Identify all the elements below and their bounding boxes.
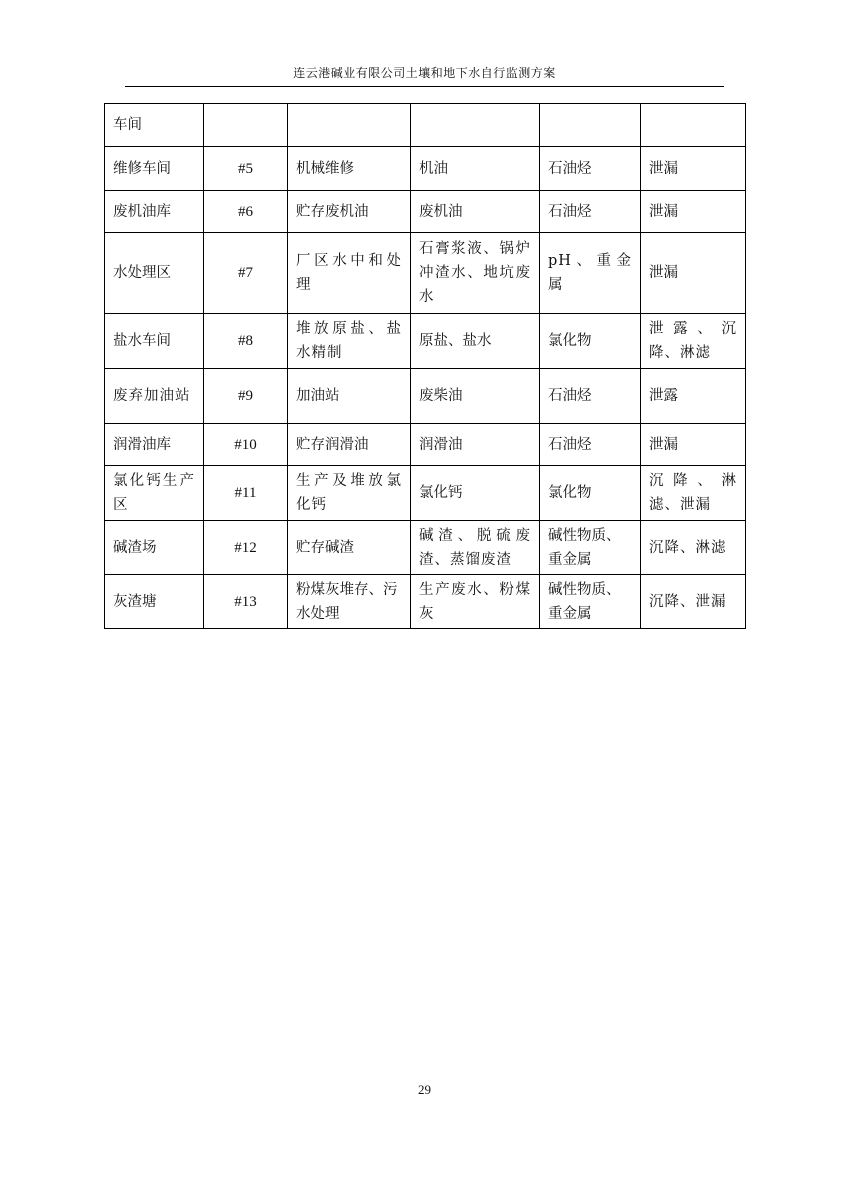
pathway-cell: 泄漏 (641, 191, 746, 233)
pollutant-cell: 石油烃 (540, 147, 641, 191)
area-cell: 碱渣场 (105, 521, 204, 575)
area-cell: 维修车间 (105, 147, 204, 191)
activity-cell (288, 104, 411, 147)
pathway-cell: 泄漏 (641, 233, 746, 314)
code-cell: #12 (204, 521, 288, 575)
material-cell: 润滑油 (411, 424, 540, 466)
pathway-cell: 沉降、淋滤、泄漏 (641, 466, 746, 521)
material-cell: 氯化钙 (411, 466, 540, 521)
area-cell: 废弃加油站 (105, 369, 204, 424)
pathway-cell (641, 104, 746, 147)
page-header: 连云港碱业有限公司土壤和地下水自行监测方案 (293, 66, 556, 80)
activity-cell: 机械维修 (288, 147, 411, 191)
pollutant-cell: pH、重金属 (540, 233, 641, 314)
code-cell: #13 (204, 575, 288, 629)
area-cell: 氯化钙生产区 (105, 466, 204, 521)
activity-cell: 堆放原盐、盐水精制 (288, 314, 411, 369)
pollutant-cell: 石油烃 (540, 369, 641, 424)
monitoring-table (104, 103, 746, 629)
table-row (105, 466, 746, 521)
table-row (105, 424, 746, 466)
table-row (105, 521, 746, 575)
material-cell: 废柴油 (411, 369, 540, 424)
material-cell: 原盐、盐水 (411, 314, 540, 369)
activity-cell: 粉煤灰堆存、污水处理 (288, 575, 411, 629)
pollutant-cell: 碱性物质、重金属 (540, 521, 641, 575)
table-row (105, 314, 746, 369)
material-cell: 废机油 (411, 191, 540, 233)
table-row (105, 104, 746, 147)
material-cell: 机油 (411, 147, 540, 191)
pollutant-cell: 石油烃 (540, 424, 641, 466)
table-row (105, 191, 746, 233)
pathway-cell: 沉降、泄漏 (641, 575, 746, 629)
activity-cell: 加油站 (288, 369, 411, 424)
code-cell: #5 (204, 147, 288, 191)
code-cell: #11 (204, 466, 288, 521)
pathway-cell: 泄露、沉降、淋滤 (641, 314, 746, 369)
area-cell: 废机油库 (105, 191, 204, 233)
material-cell: 碱渣、脱硫废渣、蒸馏废渣 (411, 521, 540, 575)
header-divider (125, 86, 724, 87)
pathway-cell: 泄漏 (641, 147, 746, 191)
code-cell: #7 (204, 233, 288, 314)
code-cell: #10 (204, 424, 288, 466)
code-cell: #8 (204, 314, 288, 369)
table-row (105, 147, 746, 191)
pollutant-cell: 石油烃 (540, 191, 641, 233)
code-cell (204, 104, 288, 147)
material-cell: 生产废水、粉煤灰 (411, 575, 540, 629)
pollutant-cell: 氯化物 (540, 466, 641, 521)
pathway-cell: 泄漏 (641, 424, 746, 466)
code-cell: #9 (204, 369, 288, 424)
table-row (105, 233, 746, 314)
activity-cell: 贮存碱渣 (288, 521, 411, 575)
activity-cell: 厂区水中和处理 (288, 233, 411, 314)
area-cell: 润滑油库 (105, 424, 204, 466)
area-cell: 盐水车间 (105, 314, 204, 369)
activity-cell: 生产及堆放氯化钙 (288, 466, 411, 521)
activity-cell: 贮存废机油 (288, 191, 411, 233)
table-row (105, 575, 746, 629)
pollutant-cell: 碱性物质、重金属 (540, 575, 641, 629)
pollutant-cell: 氯化物 (540, 314, 641, 369)
material-cell (411, 104, 540, 147)
table-row (105, 369, 746, 424)
pathway-cell: 泄露 (641, 369, 746, 424)
activity-cell: 贮存润滑油 (288, 424, 411, 466)
material-cell: 石膏浆液、锅炉冲渣水、地坑废水 (411, 233, 540, 314)
pathway-cell: 沉降、淋滤 (641, 521, 746, 575)
code-cell: #6 (204, 191, 288, 233)
area-cell: 水处理区 (105, 233, 204, 314)
area-cell: 车间 (105, 104, 204, 147)
area-cell: 灰渣塘 (105, 575, 204, 629)
pollutant-cell (540, 104, 641, 147)
page-number: 29 (418, 1082, 431, 1097)
